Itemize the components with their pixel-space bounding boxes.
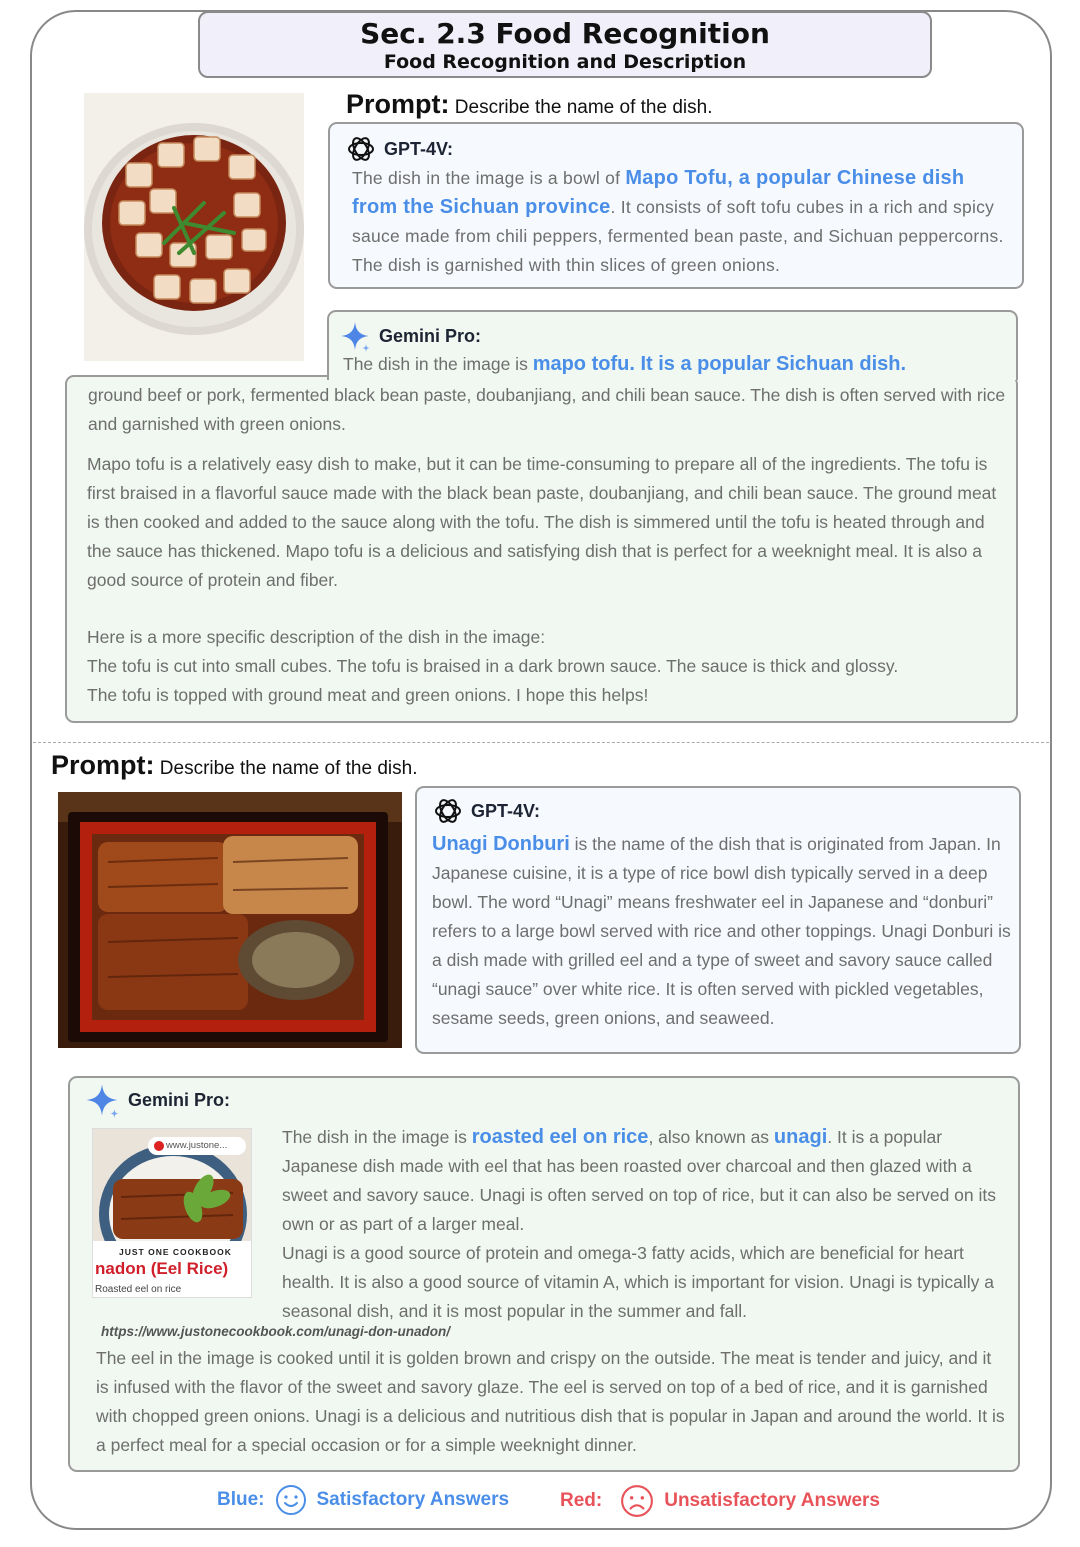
thumbnail-title: nadon (Eel Rice): [95, 1259, 229, 1278]
gpt4v-answer-2: [415, 786, 1021, 1054]
title-box: [198, 11, 932, 78]
page-subtitle: Food Recognition and Description: [383, 51, 747, 73]
gpt4v-name: GPT-4V:: [471, 800, 541, 821]
gemini-response-para3: The eel in the image is cooked until it is golden brown and crispy on the outside. The meat is tender and juicy, and it is infused with the flavor of the sweet and savory glaze. The eel is served on top of a bed of rice, and it is garnished with chopped green onions. Unagi is a delicious and nutritious dish that is popular in Japan and around the world. It is a perfect meal for a special occasion or for a simple weeknight dinner.: [96, 1348, 1005, 1455]
prompt-label: Prompt:: [51, 750, 155, 780]
prompt-text: Describe the name of the dish.: [159, 758, 418, 779]
gpt4v-header: [346, 134, 453, 164]
gpt4v-response-text: The dish in the image is a bowl of Mapo Tofu, a popular Chinese dish from the Sichuan province. It consists of soft tofu cubes in a rich and spicy sauce made from chili peppers, fermented bean paste, and Sichuan peppercorns. The dish is garnished with thin slices of green onions.: [352, 167, 1004, 275]
legend-unsatisfactory: [560, 1484, 880, 1518]
gemini-sparkle-icon: [84, 1082, 120, 1118]
prompt-label: Prompt:: [346, 89, 450, 119]
mapo-tofu-image: [84, 93, 304, 361]
thumbnail-url: www.justone...: [166, 1140, 228, 1151]
gemini-response-para2: Mapo tofu is a relatively easy dish to make, but it can be time-consuming to prepare all of the ingredients. The tofu is first braised in a flavorful sauce made with the black bean paste, doubanjiang, and chili bean sauce. The ground meat is then cooked and added to the sauce along with the tofu. The dish is simmered until the tofu is heated through and the sauce has thickened. Mapo tofu is a delicious and satisfying dish that is perfect for a weeknight meal. It is also a good source of protein and fiber.: [87, 454, 997, 590]
gemini-response-continued: ground beef or pork, fermented black bean paste, doubanjiang, and chili bean sauce. The dish is often served with rice and garnished with green onions.: [88, 385, 1006, 434]
thumbnail-brand: JUST ONE COOKBOOK: [119, 1247, 232, 1257]
highlight-satisfactory: Mapo Tofu, a popular Chinese dish from the Sichuan province: [352, 167, 965, 218]
thumbnail-caption: Roasted eel on rice: [95, 1281, 252, 1298]
gemini-response-para2: Unagi is a good source of protein and omega-3 fatty acids, which are beneficial for heart health. It is also a good source of vitamin A, which is important for vision. Unagi is typically a seasonal dish, and it is most popular in the summer and fall.: [282, 1243, 994, 1321]
gemini-response-para1: The dish in the image is roasted eel on rice, also known as unagi. It is a popular Japanese dish made with eel that has been roasted over charcoal and then glazed with a sweet and savory sauce. Unagi is often served on top of rice, but it can also be served on its own or as part of a larger meal.: [282, 1126, 997, 1234]
gemini-answer-1-header: [327, 310, 1018, 380]
smile-face-icon: [275, 1484, 307, 1516]
openai-logo-icon: [346, 134, 376, 164]
gemini-response-first-line: The dish in the image is mapo tofu. It is a popular Sichuan dish.: [343, 353, 907, 375]
highlight-satisfactory: roasted eel on rice: [471, 1126, 649, 1148]
gpt4v-header: [433, 796, 540, 826]
gemini-header: [339, 320, 481, 352]
gpt4v-response-text: Unagi Donburi is the name of the dish that is originated from Japan. In Japanese cuisine, it is a type of rice bowl dish typically served in a deep bowl. The word “Unagi” means freshwater eel in Japanese and “donburi” refers to a large bowl served with rice and other toppings. Unagi Donburi is a dish made with grilled eel and a type of sweet and savory sauce called “unagi sauce” over white rice. It is often served with pickled vegetables, sesame seeds, green onions, and seaweed.: [432, 833, 1011, 1028]
gpt4v-name: GPT-4V:: [384, 138, 454, 159]
gemini-header: [84, 1082, 230, 1118]
gpt4v-answer-1: [328, 122, 1024, 289]
section-divider: [33, 742, 1049, 743]
legend-blue-text: Satisfactory Answers: [316, 1489, 510, 1510]
legend-red-label: Red:: [560, 1490, 603, 1511]
gemini-name: Gemini Pro:: [379, 325, 482, 346]
prompt-1: [346, 89, 712, 120]
highlight-satisfactory: Unagi Donburi: [432, 833, 570, 855]
gemini-response-para3: Here is a more specific description of the dish in the image: The tofu is cut into small cubes. The tofu is braised in a dark brown sauce. The sauce is thick and glossy. The tofu is topped with ground meat and green onions. I hope this helps!: [87, 627, 899, 705]
gemini-name: Gemini Pro:: [128, 1089, 231, 1110]
gemini-sparkle-icon: [339, 320, 371, 352]
legend-blue-label: Blue:: [217, 1489, 265, 1510]
highlight-satisfactory: mapo tofu. It is a popular Sichuan dish.: [532, 353, 907, 375]
page-title: Sec. 2.3 Food Recognition: [360, 17, 770, 50]
sad-face-icon: [620, 1484, 654, 1518]
legend-red-text: Unsatisfactory Answers: [664, 1490, 880, 1511]
retrieved-thumbnail: [92, 1128, 252, 1298]
prompt-2: [51, 750, 417, 781]
highlight-satisfactory: unagi: [773, 1126, 828, 1148]
unagi-donburi-image: [58, 792, 402, 1048]
legend-satisfactory: [217, 1484, 509, 1516]
openai-logo-icon: [433, 796, 463, 826]
source-link[interactable]: https://www.justonecookbook.com/unagi-don-unadon/: [101, 1324, 450, 1339]
prompt-text: Describe the name of the dish.: [454, 97, 713, 118]
